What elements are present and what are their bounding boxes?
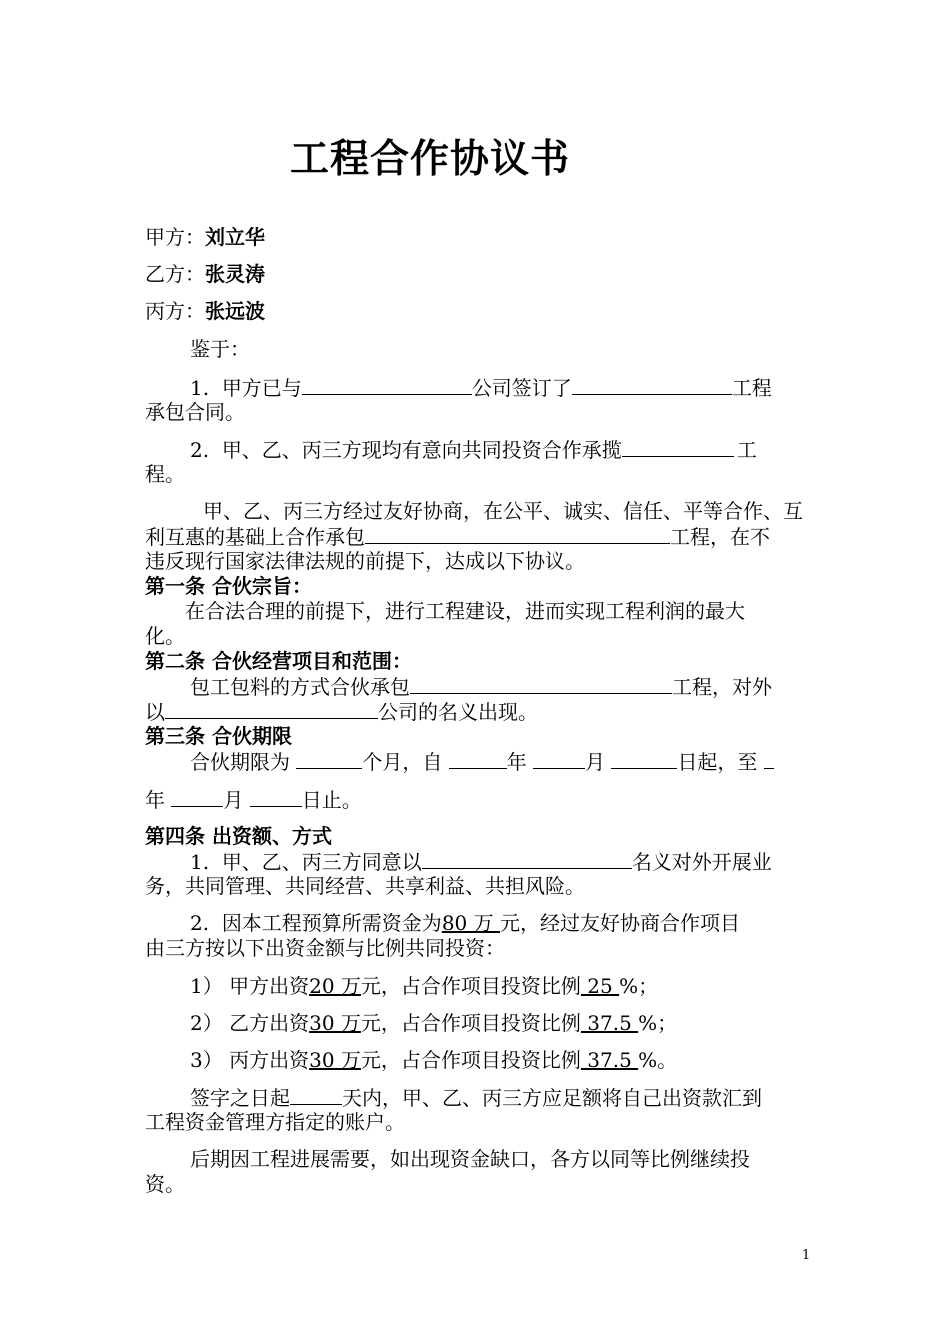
article-text: 合伙期限为 [190, 750, 290, 774]
investor-row-a [190, 974, 658, 998]
investor-text: 元，占合作项目投资比例 [360, 1048, 581, 1072]
investor-text: 元，占合作项目投资比例 [360, 974, 581, 998]
article-1-line-2: 化。 [145, 624, 185, 648]
investor-text: %； [638, 1011, 678, 1035]
article-4-p2-line-2: 由三方按以下出资金额与比例共同投资： [145, 936, 505, 960]
blank-field[interactable] [302, 375, 472, 395]
blank-field[interactable] [165, 699, 378, 719]
article-text: 公司的名义出现。 [378, 700, 538, 724]
recital-1-line-2: 承包合同。 [145, 400, 245, 424]
preamble-line-1: 甲、乙、丙三方经过友好协商，在公平、诚实、信任、平等合作、互 [203, 499, 803, 523]
blank-field[interactable] [290, 1085, 342, 1105]
blank-field[interactable] [171, 787, 223, 807]
party-label: 丙方： [145, 299, 205, 323]
article-4-p3-line-2: 工程资金管理方指定的账户。 [145, 1110, 405, 1134]
recital-heading: 鉴于： [190, 337, 250, 361]
party-b [145, 262, 265, 286]
article-2-line-1 [190, 674, 772, 699]
investor-text: %。 [638, 1048, 678, 1072]
blank-field[interactable] [422, 849, 632, 869]
party-name: 张灵涛 [205, 262, 265, 286]
investment-amount: 30 万 [309, 1048, 361, 1072]
article-4-p3-line-1 [190, 1085, 762, 1110]
recital-1-line-1 [190, 375, 807, 400]
investment-ratio: 37.5 [580, 1048, 639, 1072]
preamble-line-2 [145, 524, 770, 549]
party-label: 乙方： [145, 262, 205, 286]
recital-text: 甲方已与 [221, 376, 302, 400]
article-3-line-1 [190, 749, 774, 774]
recital-text: 工程 [731, 376, 772, 400]
investor-text: %； [619, 974, 659, 998]
page-number: 1 [802, 1248, 811, 1263]
article-text: 日止。 [301, 788, 362, 812]
clause-number: 1. [190, 850, 210, 874]
blank-field[interactable] [365, 524, 670, 544]
blank-field[interactable] [250, 787, 302, 807]
article-3-line-2 [145, 787, 362, 812]
blank-field[interactable] [410, 674, 672, 694]
recital-text: 甲、乙、丙三方现均有意向共同投资合作承揽 [221, 438, 622, 462]
recital-number: 2. [190, 438, 210, 462]
party-a [145, 225, 265, 249]
clause-number: 2. [190, 911, 210, 935]
blank-field[interactable] [764, 749, 774, 769]
article-text: 元，经过友好协商合作项目 [499, 911, 740, 935]
article-4-p4-line-2: 资。 [145, 1172, 185, 1196]
article-text: 年 [145, 788, 165, 812]
party-label: 甲方： [145, 225, 205, 249]
party-name: 刘立华 [205, 225, 265, 249]
investor-label: 3） 丙方出资 [190, 1048, 310, 1072]
blank-field[interactable] [296, 749, 362, 769]
article-text: 月 [223, 788, 244, 812]
article-4-p1-line-1 [190, 849, 772, 874]
blank-field[interactable] [611, 749, 677, 769]
party-c [145, 299, 265, 323]
recital-number: 1. [190, 376, 210, 400]
recital-text: 工 [736, 438, 757, 462]
budget-amount: 80 万 [441, 911, 500, 935]
recital-text: 公司签订了 [471, 376, 572, 400]
article-text: 名义对外开展业 [631, 850, 772, 874]
preamble-text: 利互惠的基础上合作承包 [145, 525, 365, 549]
article-text: 包工包料的方式合伙承包 [190, 675, 410, 699]
party-name: 张远波 [205, 299, 265, 323]
article-text: 月 [585, 750, 606, 774]
article-text: 甲、乙、丙三方同意以 [221, 850, 422, 874]
article-text: 个月，自 [362, 750, 443, 774]
investor-label: 1） 甲方出资 [190, 974, 310, 998]
blank-field[interactable] [533, 749, 585, 769]
article-text: 工程，对外 [672, 675, 772, 699]
recital-2-line-1 [190, 437, 757, 462]
preamble-line-3: 违反现行国家法律法规的前提下，达成以下协议。 [145, 549, 585, 573]
article-text: 日起，至 [677, 750, 758, 774]
article-text: 以 [145, 700, 165, 724]
investment-ratio: 37.5 [580, 1011, 639, 1035]
blank-field[interactable] [622, 437, 734, 457]
article-4-p1-line-2: 务，共同管理、共同经营、共享利益、共担风险。 [145, 874, 585, 898]
article-2-line-2 [145, 699, 538, 724]
article-3-heading: 第三条 合伙期限 [145, 724, 292, 748]
recital-2-line-2: 程。 [145, 462, 185, 486]
investment-amount: 30 万 [309, 1011, 361, 1035]
investor-label: 2） 乙方出资 [190, 1011, 310, 1035]
investor-text: 元，占合作项目投资比例 [360, 1011, 581, 1035]
investor-row-b [190, 1011, 677, 1035]
preamble-text: 工程，在不 [670, 525, 770, 549]
article-text: 天内，甲、乙、丙三方应足额将自己出资款汇到 [342, 1086, 762, 1110]
investor-row-c [190, 1048, 677, 1072]
article-4-p2-line-1 [190, 911, 740, 935]
blank-field[interactable] [572, 375, 732, 395]
document-title: 工程合作协议书 [290, 137, 571, 182]
article-4-heading: 第四条 出资额、方式 [145, 824, 332, 848]
investment-amount: 20 万 [309, 974, 361, 998]
investment-ratio: 25 [580, 974, 620, 998]
article-4-p4-line-1: 后期因工程进展需要，如出现资金缺口，各方以同等比例继续投 [190, 1147, 750, 1171]
article-2-heading: 第二条 合伙经营项目和范围： [145, 649, 412, 673]
article-text: 因本工程预算所需资金为 [221, 911, 442, 935]
article-text: 签字之日起 [190, 1086, 290, 1110]
article-1-heading: 第一条 合伙宗旨： [145, 574, 312, 598]
blank-field[interactable] [449, 749, 507, 769]
article-text: 年 [506, 750, 527, 774]
article-1-line-1: 在合法合理的前提下，进行工程建设，进而实现工程利润的最大 [185, 599, 745, 623]
